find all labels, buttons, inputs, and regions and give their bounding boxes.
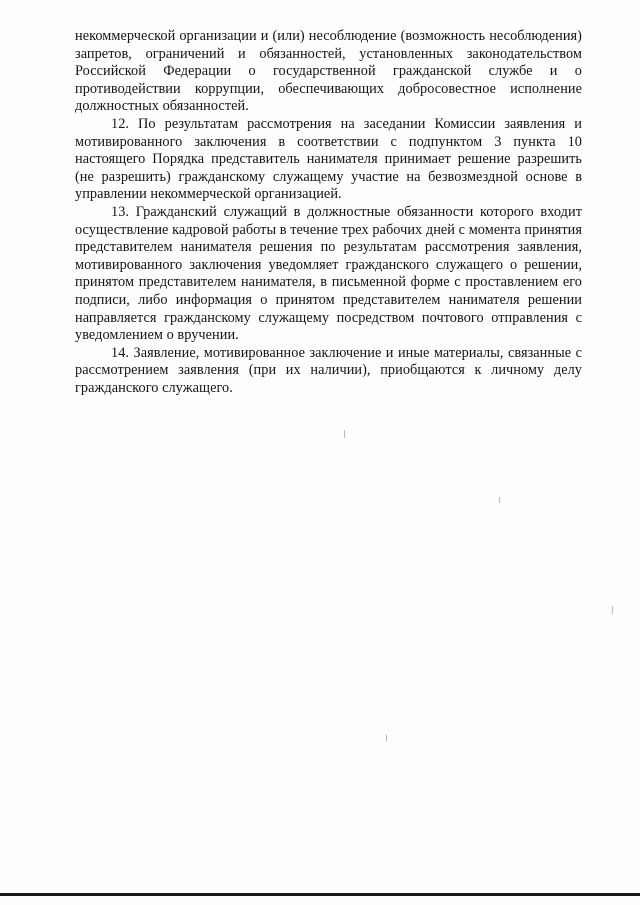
paragraph-item-14: 14. Заявление, мотивированное заключение и иные материалы, связанные с рассмотрением заявления (при их наличии), приобщаются к личному делу гражданского служащего. — [75, 344, 582, 396]
scan-artifact — [386, 735, 387, 741]
scan-bottom-edge — [0, 893, 640, 896]
scan-artifact — [344, 430, 345, 438]
scan-artifact — [612, 606, 613, 614]
paragraph-item-12: 12. По результатам рассмотрения на заседании Комиссии заявления и мотивированного заключения в соответствии с подпунктом 3 пункта 10 настоящего Порядка представитель нанимателя принимает решение разрешить (не разрешить) гражданскому служащему участие на безвозмездной основе в управлении некоммерческой организацией. — [75, 115, 582, 203]
paragraph-item-13: 13. Гражданский служащий в должностные обязанности которого входит осуществление кадровой работы в течение трех рабочих дней с момента принятия представителем нанимателя решения по результатам рассмотрения заявления, мотивированного заключения уведомляет гражданского служащего о решении, принятом представителем нанимателя, в письменной форме с проставлением его подписи, либо информация о принятом представителем нанимателя решении направляется гражданскому служащему посредством почтового отправления с уведомлением о вручении. — [75, 203, 582, 344]
scan-artifact — [499, 497, 500, 503]
document-body — [75, 28, 582, 397]
paragraph-continuation: некоммерческой организации и (или) несоблюдение (возможность несоблюдения) запретов, ограничений и обязанностей, установленных законодательством Российской Федерации о государственной гражданской службе и о противодействии коррупции, обеспечивающих добросовестное исполнение должностных обязанностей. — [75, 28, 582, 115]
